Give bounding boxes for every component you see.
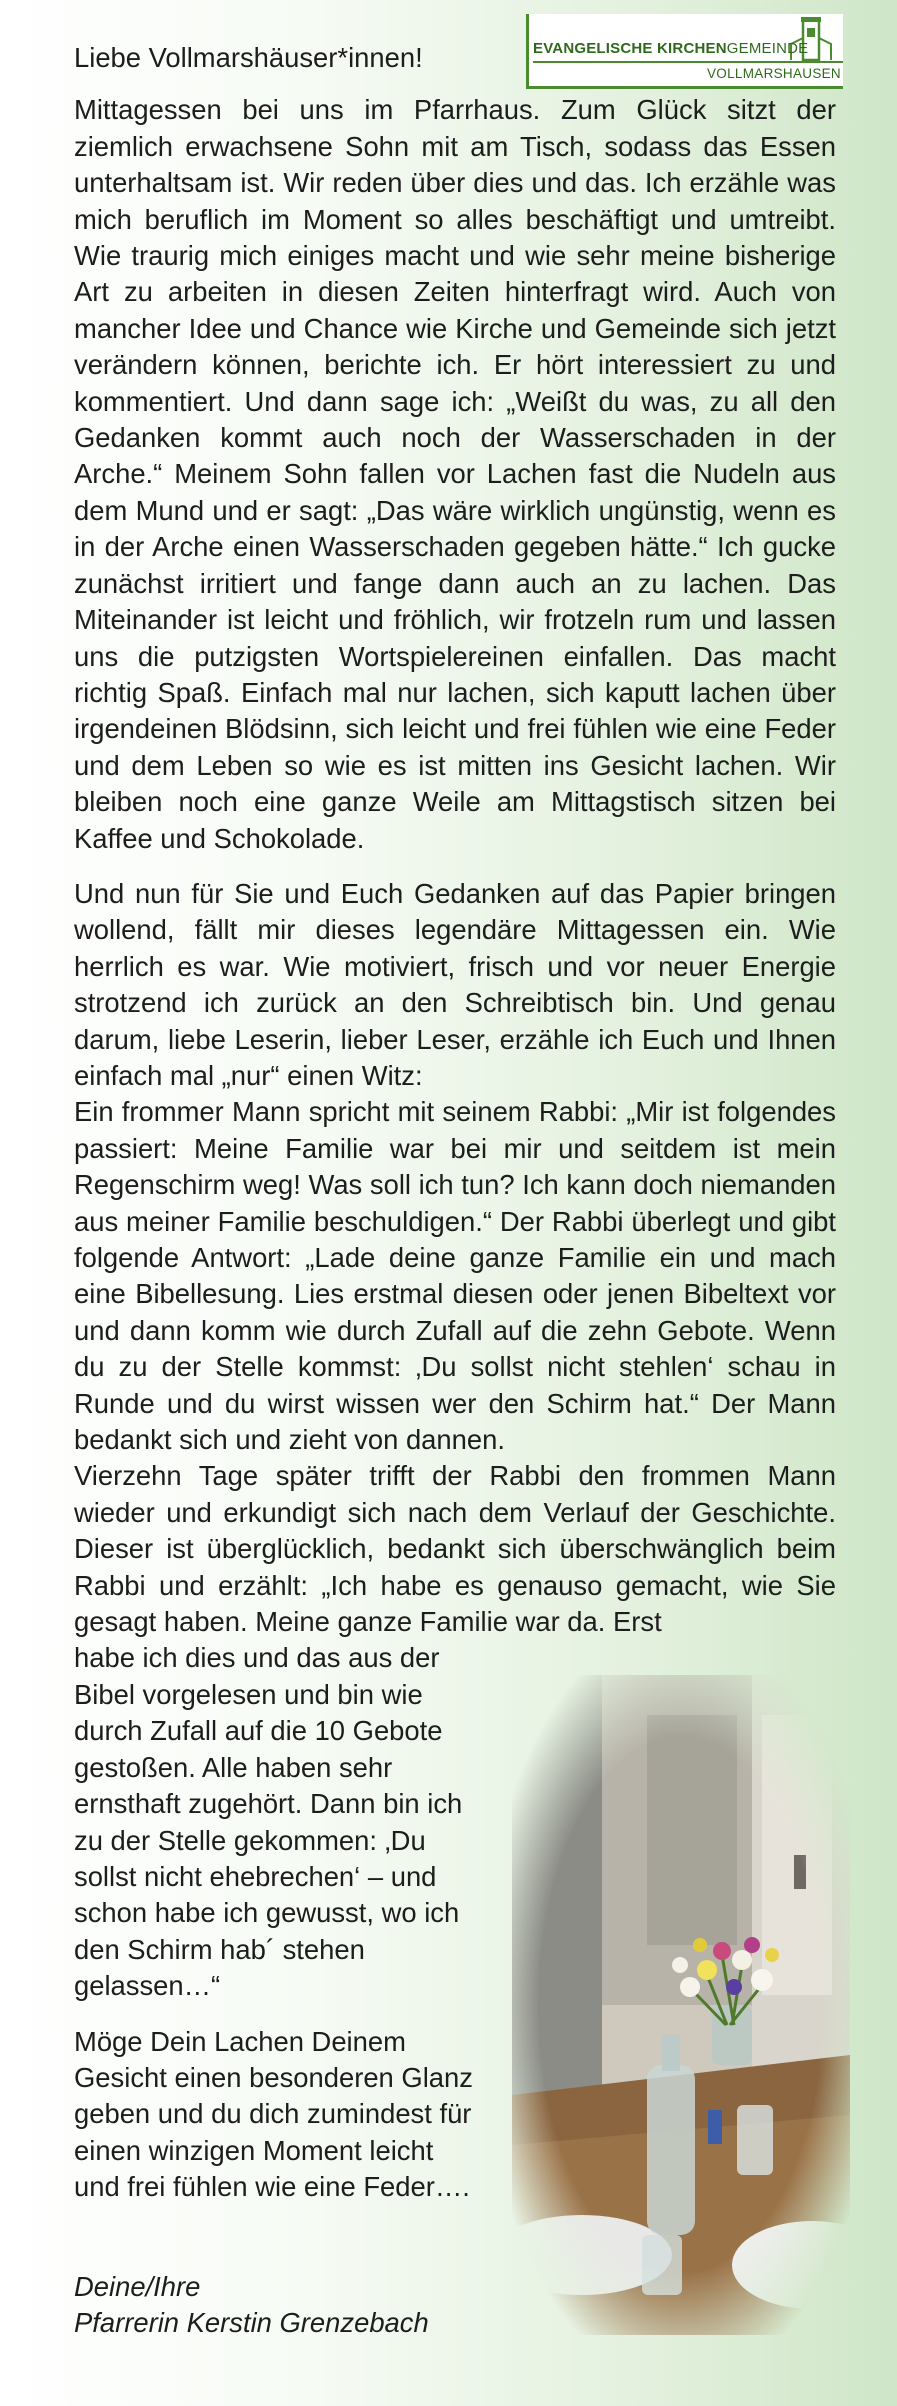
paragraph-blessing: Möge Dein Lachen Deinem Gesicht einen besonderen Glanz geben und du dich zumindest für einen winzigen Moment leicht und frei fühlen wie eine Feder…. <box>74 2025 473 2203</box>
photo-illustration <box>512 1675 850 2335</box>
logo-subtitle: VOLLMARSHAUSEN <box>707 66 841 81</box>
signature-salutation: Deine/Ihre <box>74 2271 201 2302</box>
logo-title: EVANGELISCHE KIRCHENGEMEINDE <box>533 40 809 57</box>
greeting: Liebe Vollmarshäuser*innen! <box>74 42 423 73</box>
paragraph-joke-part2: Vierzehn Tage später trifft der Rabbi den frommen Mann wieder und erkundigt sich nach dem Verlauf der Geschichte. Dieser ist überglücklich, bedankt sich überschwänglich beim Rabbi und erzählt: „Ich habe es genauso gemacht, wie Sie gesagt haben. Meine ganze Familie war da. Erst <box>74 1460 836 1638</box>
table-flowers-photo <box>512 1675 850 2335</box>
paragraph-intro-joke: Und nun für Sie und Euch Gedanken auf das Papier bringen wollend, fällt mir dieses legendäre Mittagessen ein. Wie herrlich es war. Wie motiviert, frisch und vor neuer Energie strotzend ich zurück an den Schreibtisch bin. Und genau darum, liebe Leserin, lieber Leser, erzähle ich Euch und Ihnen einfach mal „nur“ einen Witz: <box>74 877 836 1091</box>
signature-block <box>74 2269 429 2342</box>
paragraph-joke-part1: Ein frommer Mann spricht mit seinem Rabbi: „Mir ist folgendes passiert: Meine Familie war bei mir und seitdem ist mein Regenschirm weg! Was soll ich tun? Ich kann doch niemanden aus meiner Familie beschuldigen.“ Der Rabbi überlegt und gibt folgende Antwort: „Lade deine ganze Familie ein und mach eine Bibellesung. Lies erstmal diesen oder jenen Bibeltext vor und dann komm wie durch Zufall auf die zehn Gebote. Wenn du zu der Stelle kommst: ‚Du sollst nicht stehlen‘ schau in Runde und du wirst wissen wer den Schirm hat.“ Der Mann bedankt sich und zieht von dannen. <box>74 1096 836 1456</box>
paragraph-joke-punchline: habe ich dies und das aus der Bibel vorgelesen und bin wie durch Zufall auf die 10 Gebote gestoßen. Alle haben sehr ernsthaft zugehört. Dann bin ich zu der Stelle gekommen: ‚Du sollst nicht ehebrechen‘ – und schon habe ich gewusst, wo ich den Schirm hab´ stehen gelassen…“ <box>74 1642 463 2002</box>
signature-name: Pfarrerin Kerstin Grenzebach <box>74 2307 429 2339</box>
paragraph-lunch: Mittagessen bei uns im Pfarrhaus. Zum Glück sitzt der ziemlich erwachsene Sohn mit am Tisch, sodass das Essen unterhaltsam ist. Wir reden über dies und das. Ich erzähle was mich beruflich im Moment so alles beschäftigt und umtreibt. Wie traurig mich einiges macht und wie sehr meine bisherige Art zu arbeiten in diesen Zeiten hinterfragt wird. Auch von mancher Idee und Chance wie Kirche und Gemeinde sich jetzt verändern können, berichte ich. Er hört interessiert zu und kommentiert. Und dann sage ich: „Weißt du was, zu all den Gedanken kommt auch noch der Wasserschaden in der Arche.“ Meinem Sohn fallen vor Lachen fast die Nudeln aus dem Mund und er sagt: „Das wäre wirklich ungünstig, wenn es in der Arche einen Wasserschaden gegeben hätte.“ Ich gucke zunächst irritiert und fange dann auch an zu lachen. Das Miteinander ist leicht und fröhlich, wir frotzeln rum und lassen uns die putzigsten Wortspielereinen einfallen. Das macht richtig Spaß. Einfach mal nur lachen, sich kaputt lachen über irgendeinen Blödsinn, sich leicht und frei fühlen wie eine Feder und dem Leben so wie es ist mitten ins Gesicht lachen. Wir bleiben noch eine ganze Weile am Mittagstisch sitzen bei Kaffee und Schokolade. <box>74 94 836 854</box>
